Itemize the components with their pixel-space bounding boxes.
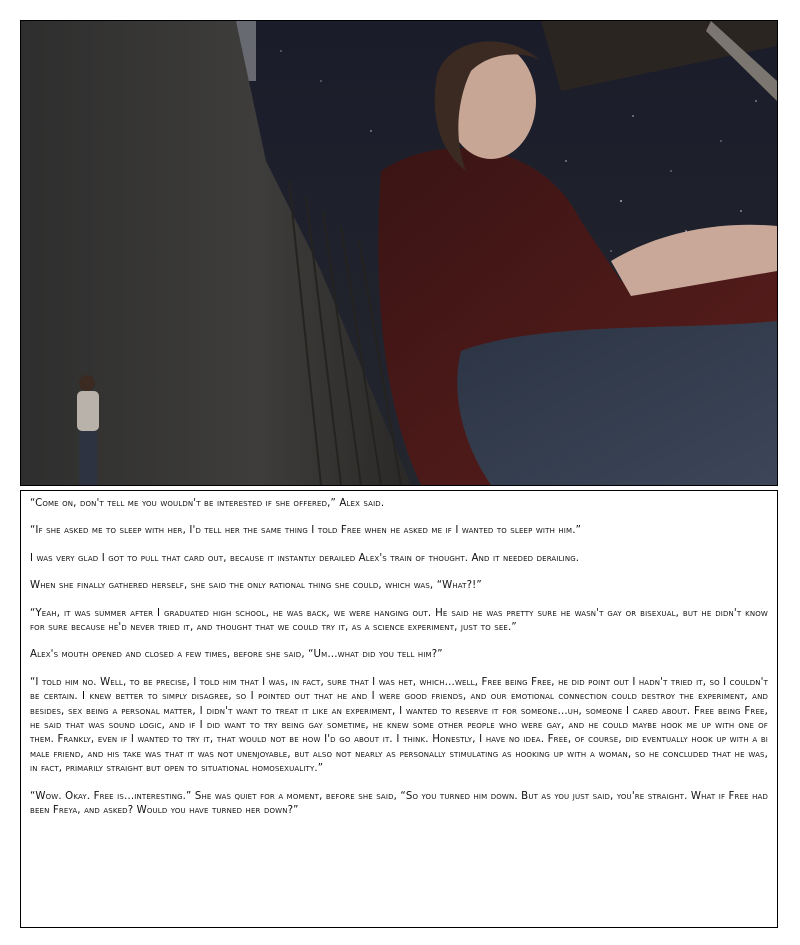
night-scene-illustration [21, 21, 777, 485]
small-figure [77, 375, 99, 485]
paragraph: When she finally gathered herself, she said the only rational thing she could, which was, “What?!” [30, 580, 482, 592]
paragraph: Alex's mouth opened and closed a few times, before she said, “Um…what did you tell him?” [30, 649, 443, 661]
paragraph: “I told him no. Well, to be precise, I told him that I was, in fact, sure that I was het, which…well, Free being Free, he did point out I hadn't tried it, so I couldn't be certain. I knew better to simply disagree, so I pointed out that he and I were good friends, and our emotional connection could destroy the experiment, and besides, sex being a personal matter, I didn't want to treat it like an experiment, I wanted to reserve it for someone…uh, someone I cared about. Free being Free, he said that was sound logic, and if I did want to try being gay sometime, he knew some other people who were gay, and he could maybe hook me up with one of them. Frankly, even if I wanted to try it, that would not be how I'd go about it. I think. Honestly, I have no idea. Free, of course, did eventually hook up with a bi male friend, and his take was that it was not unenjoyable, but also not nearly as personally stimulating as hooking up with a woman, so he concluded that he was, in fact, primarily straight but open to situational homosexuality.” [30, 676, 769, 775]
paragraph: “If she asked me to sleep with her, I'd tell her the same thing I told Free when he asked me if I wanted to sleep with him.” [30, 525, 582, 537]
paragraph: “Yeah, it was summer after I graduated high school, he was back, we were hanging out. He said he was pretty sure he wasn't gay or bisexual, but he didn't know for sure because he'd never tried it, and thought that we could try it, as a science experiment, just to see.” [30, 607, 768, 634]
paragraph: “Wow. Okay. Free is…interesting.” She was quiet for a moment, before she said, “So you turned him down. But as you just said, you're straight. What if Free had been Freya, and asked? Would you have turned her down?” [30, 790, 768, 817]
paragraph: “Come on, don't tell me you wouldn't be interested if she offered,” Alex said. [30, 498, 385, 509]
comic-panel-illustration [20, 20, 778, 486]
narrative-text-box [20, 490, 778, 928]
paragraph: I was very glad I got to pull that card out, because it instantly derailed Alex's train of thought. And it needed derailing. [30, 552, 580, 564]
